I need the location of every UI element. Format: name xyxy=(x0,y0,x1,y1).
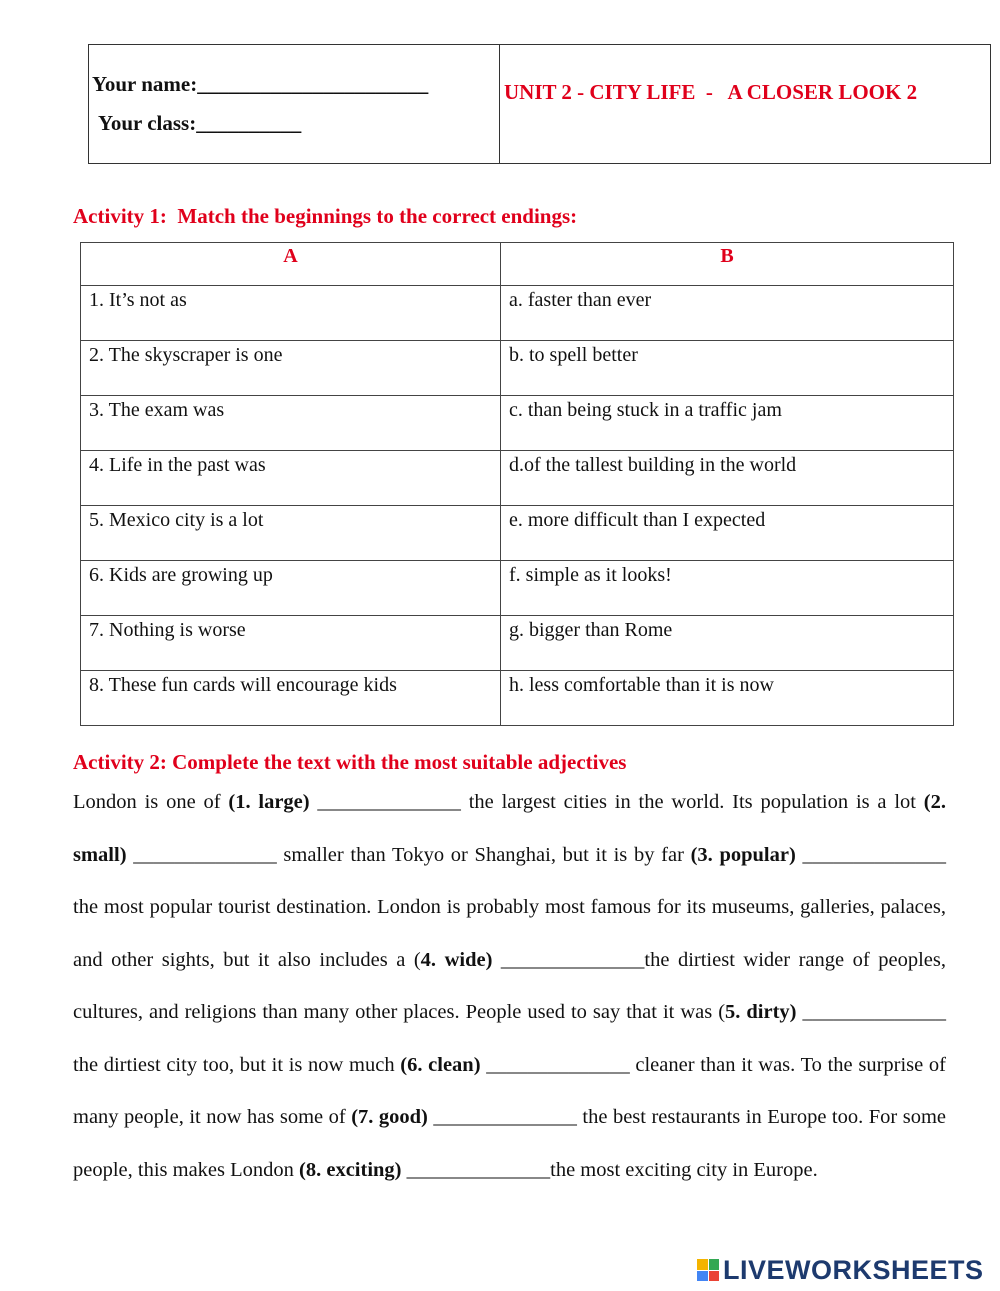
logo-square xyxy=(709,1259,720,1270)
table-row xyxy=(81,616,954,671)
table-row xyxy=(81,671,954,726)
activity1-title: Activity 1: Match the beginnings to the correct endings: xyxy=(73,204,578,228)
matching-table xyxy=(80,242,954,726)
passage-text: ______________the dirtiest wider range of peoples, cultures, and religions than many other places. People used to say that it was ( xyxy=(73,948,946,1023)
hint-4: 4. wide) xyxy=(420,948,493,971)
liveworksheets-brand xyxy=(697,1255,984,1285)
beginning-cell: 1. It’s not as xyxy=(81,286,501,341)
hint-1: (1. large) xyxy=(228,791,310,813)
activity2-title: Activity 2: Complete the text with the most suitable adjectives xyxy=(73,750,627,774)
name-field-label: Your name:______________________ xyxy=(92,72,429,96)
column-b-header: B xyxy=(501,243,954,286)
hint-3: (3. popular) xyxy=(690,843,796,866)
student-info-cell xyxy=(89,45,500,164)
cloze-passage xyxy=(73,776,946,1196)
beginning-cell: 6. Kids are growing up xyxy=(81,561,501,616)
unit-title-cell xyxy=(500,45,991,164)
ending-cell: c. than being stuck in a traffic jam xyxy=(501,396,954,451)
liveworksheets-logo-icon xyxy=(697,1259,719,1281)
beginning-cell: 7. Nothing is worse xyxy=(81,616,501,671)
logo-square xyxy=(697,1259,708,1270)
class-field-label: Your class:__________ xyxy=(98,111,302,135)
ending-cell: g. bigger than Rome xyxy=(501,616,954,671)
passage-text: ______________ cleaner than it was. To the surprise of many people, it now has some of xyxy=(73,1053,946,1128)
passage-text: London is one of xyxy=(73,791,229,813)
beginning-cell: 2. The skyscraper is one xyxy=(81,341,501,396)
ending-cell: a. faster than ever xyxy=(501,286,954,341)
passage-text: ______________ the largest cities in the world. Its population is a lot xyxy=(309,791,924,813)
beginning-cell: 5. Mexico city is a lot xyxy=(81,506,501,561)
passage-text: ______________the most exciting city in Europe. xyxy=(401,1158,818,1181)
beginning-cell: 8. These fun cards will encourage kids xyxy=(81,671,501,726)
passage-text: ______________ smaller than Tokyo or Shanghai, but it is by far xyxy=(126,843,691,866)
table-row xyxy=(81,341,954,396)
table-header-row xyxy=(81,243,954,286)
hint-6: (6. clean) xyxy=(400,1053,481,1076)
table-row xyxy=(81,286,954,341)
logo-square xyxy=(709,1271,720,1282)
passage-text: ______________ the dirtiest city too, but it is now much xyxy=(73,1001,946,1076)
table-row xyxy=(81,451,954,506)
ending-cell: f. simple as it looks! xyxy=(501,561,954,616)
hint-2: (2. small) xyxy=(73,791,946,866)
hint-7: (7. good) xyxy=(351,1106,428,1128)
table-row xyxy=(81,396,954,451)
hint-5: 5. dirty) xyxy=(725,1001,797,1023)
header-table xyxy=(88,44,991,164)
brand-text: LIVEWORKSHEETS xyxy=(723,1254,984,1285)
ending-cell: b. to spell better xyxy=(501,341,954,396)
passage-text: ______________ the most popular tourist destination. London is probably most famous for its museums, galleries, palaces, and other sights, but it also includes a ( xyxy=(73,843,946,971)
ending-cell: d.of the tallest building in the world xyxy=(501,451,954,506)
column-a-header: A xyxy=(81,243,501,286)
table-row xyxy=(81,561,954,616)
hint-8: (8. exciting) xyxy=(299,1158,402,1181)
beginning-cell: 3. The exam was xyxy=(81,396,501,451)
ending-cell: e. more difficult than I expected xyxy=(501,506,954,561)
beginning-cell: 4. Life in the past was xyxy=(81,451,501,506)
passage-text: ______________ the best restaurants in Europe too. For some people, this makes London xyxy=(73,1106,946,1181)
logo-square xyxy=(697,1271,708,1282)
table-row xyxy=(81,506,954,561)
unit-title: UNIT 2 - CITY LIFE - A CLOSER LOOK 2 xyxy=(504,79,918,104)
ending-cell: h. less comfortable than it is now xyxy=(501,671,954,726)
